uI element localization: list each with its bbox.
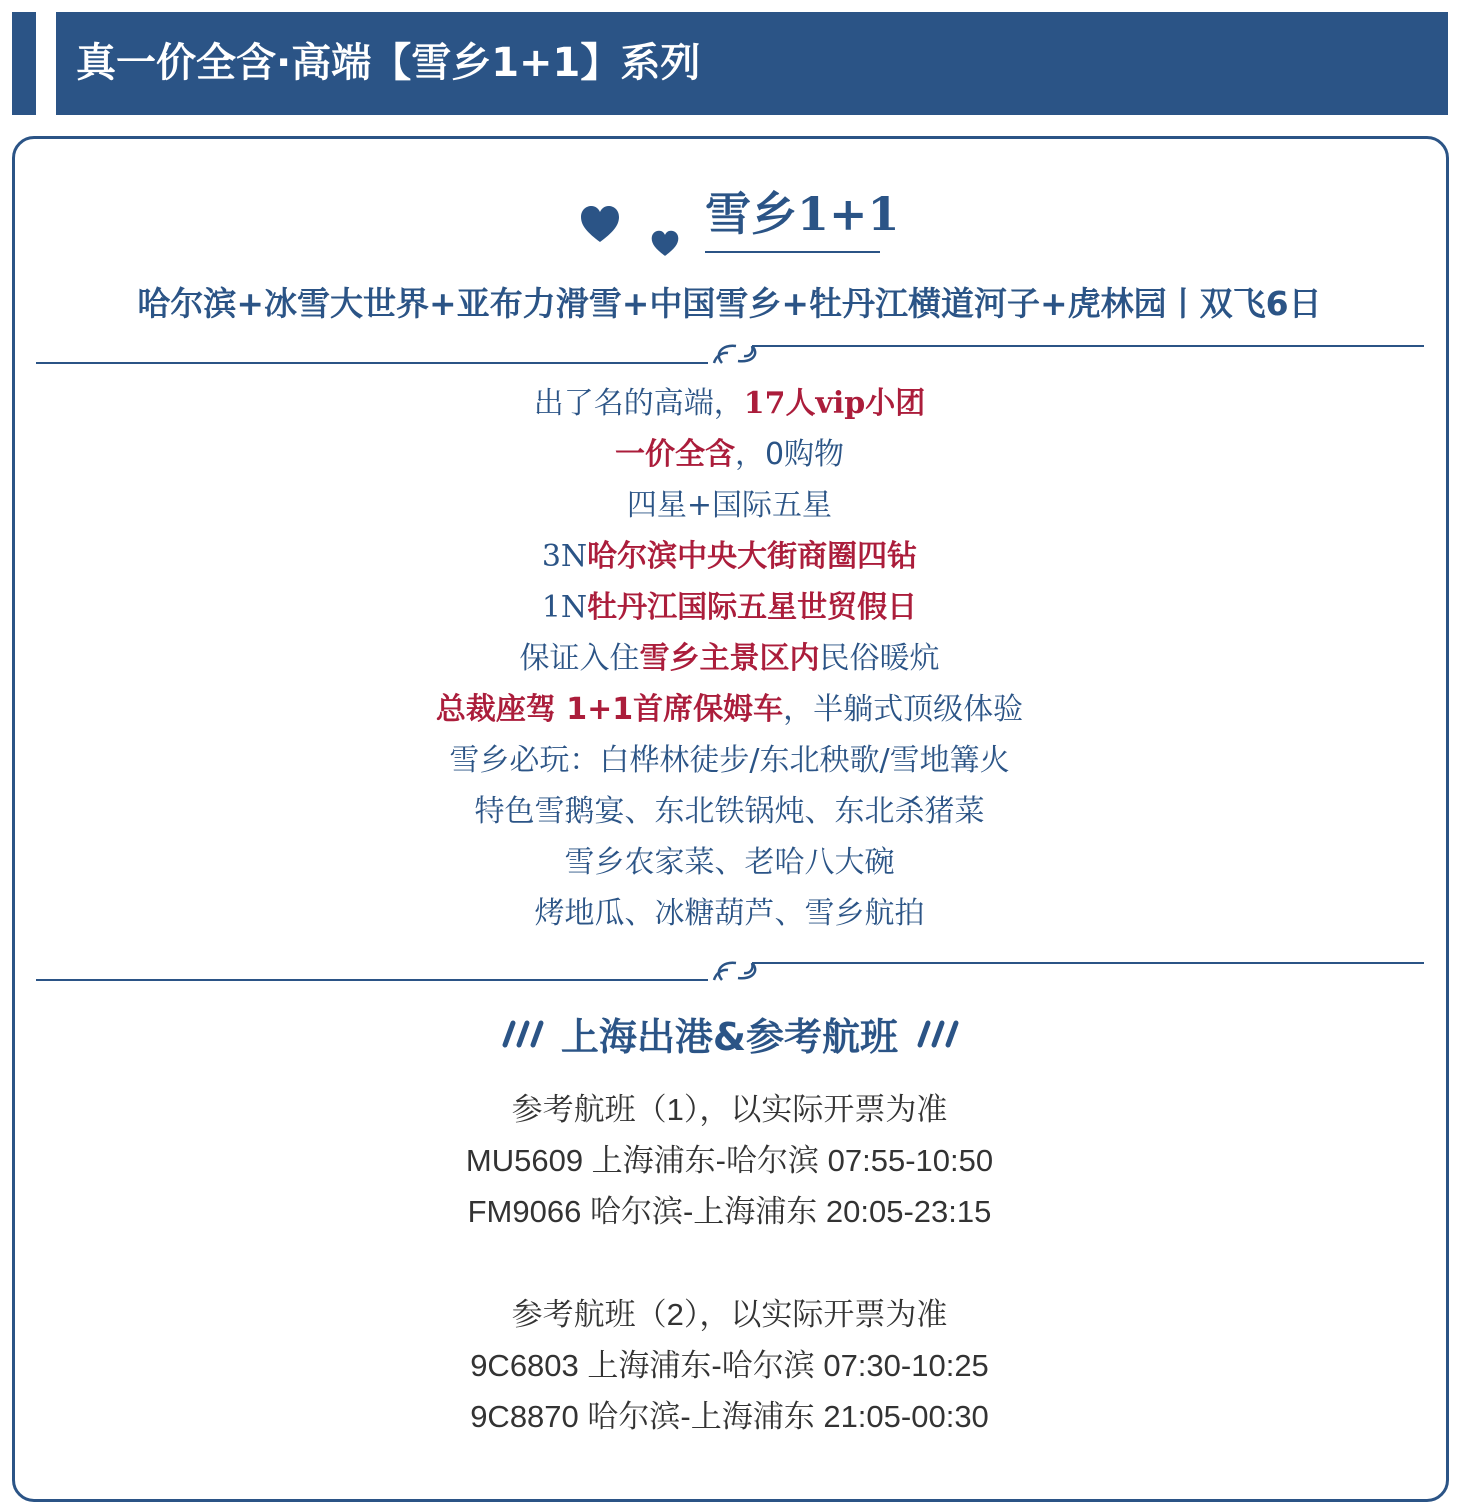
page-title: 真一价全含·高端【雪乡1+1】系列 — [76, 40, 701, 86]
highlight-line — [0, 378, 1459, 429]
flight-group-title: 参考航班（2），以实际开票为准 — [511, 1297, 948, 1332]
highlights-list — [0, 378, 1459, 939]
heart-icon — [580, 205, 620, 245]
highlight-line — [0, 684, 1459, 735]
highlight-line — [0, 582, 1459, 633]
highlight-text: 保证入住 — [519, 641, 640, 676]
highlight-emphasis: 哈尔滨中央大街商圈四钻 — [587, 539, 918, 574]
highlight-line — [0, 531, 1459, 582]
highlight-line — [0, 633, 1459, 684]
product-name-underline — [705, 251, 880, 253]
highlight-emphasis: 总裁座驾 1+1首席保姆车 — [435, 692, 784, 727]
flight-return: 9C8870 哈尔滨-上海浦东 21:05-00:30 — [470, 1399, 989, 1434]
flight-outbound: MU5609 上海浦东-哈尔滨 07:55-10:50 — [465, 1143, 994, 1178]
route-title: 哈尔滨+冰雪大世界+亚布力滑雪+中国雪乡+牡丹江横道河子+虎林园丨双飞6日 — [137, 284, 1322, 323]
flights-heading-text: 上海出港&参考航班 — [560, 1015, 899, 1059]
flights-list — [0, 1084, 1459, 1442]
slashes-icon — [497, 1019, 547, 1049]
highlight-text: ，0购物 — [734, 437, 845, 472]
product-name: 雪乡1+1 — [705, 187, 900, 241]
flights-heading — [0, 1006, 1459, 1066]
highlight-text: ，半躺式顶级体验 — [783, 692, 1024, 727]
highlight-text: 民俗暖炕 — [819, 641, 940, 676]
highlight-emphasis: 17人vip小团 — [743, 386, 926, 421]
highlight-line: 雪乡农家菜、老哈八大碗 — [564, 845, 895, 880]
spacer — [0, 1237, 1459, 1289]
highlight-emphasis: 一价全含 — [614, 437, 735, 472]
header-accent-bar — [12, 12, 36, 115]
heart-icon — [650, 230, 680, 258]
highlight-text: 1N — [541, 590, 588, 625]
flight-outbound: 9C6803 上海浦东-哈尔滨 07:30-10:25 — [470, 1348, 989, 1383]
ornament-divider — [36, 340, 1424, 370]
slashes-icon — [912, 1019, 962, 1049]
highlight-emphasis: 牡丹江国际五星世贸假日 — [587, 590, 918, 625]
highlight-emphasis: 雪乡主景区内 — [639, 641, 820, 676]
highlight-line: 雪乡必玩：白桦林徒步/东北秧歌/雪地篝火 — [449, 743, 1010, 778]
highlight-line: 特色雪鹅宴、东北铁锅炖、东北杀猪菜 — [474, 794, 985, 829]
highlight-line — [0, 429, 1459, 480]
ornament-divider — [36, 957, 1424, 987]
flight-return: FM9066 哈尔滨-上海浦东 20:05-23:15 — [467, 1194, 992, 1229]
highlight-line: 四星+国际五星 — [626, 488, 833, 523]
flight-group-title: 参考航班（1），以实际开票为准 — [511, 1092, 948, 1127]
highlight-line: 烤地瓜、冰糖葫芦、雪乡航拍 — [534, 896, 925, 931]
highlight-text: 出了名的高端， — [533, 386, 744, 421]
highlight-text: 3N — [541, 539, 588, 574]
